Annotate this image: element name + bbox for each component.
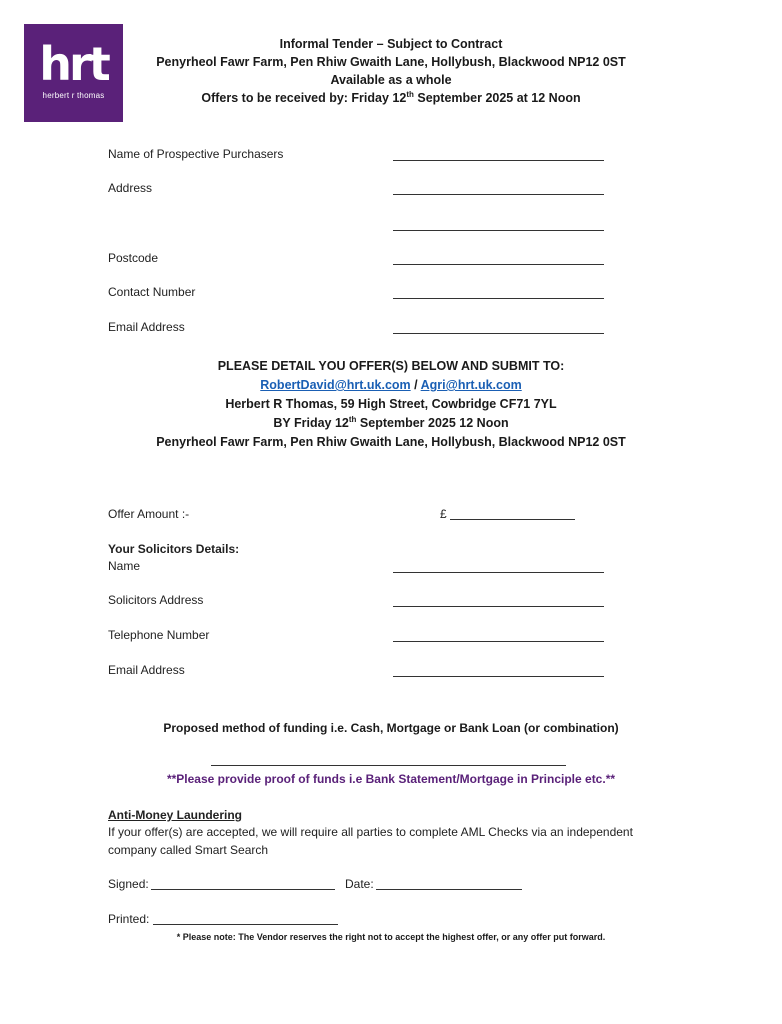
funding-heading: Proposed method of funding i.e. Cash, Mortgage or Bank Loan (or combination) [163,721,619,735]
solicitor-telephone-line[interactable] [393,641,604,642]
email-link-agri[interactable]: Agri@hrt.uk.com [420,378,522,392]
agent-address: Herbert R Thomas, 59 High Street, Cowbridge CF71 7YL [225,397,557,411]
aml-heading: Anti-Money Laundering [108,808,242,822]
address-label: Address [108,181,153,195]
solicitor-address-line[interactable] [393,606,604,607]
email-address-line[interactable] [393,333,604,334]
submit-deadline [0,415,782,432]
address-line-1[interactable] [393,194,604,195]
email-separator: / [410,378,421,392]
submit-deadline-text: BY Friday 12 [273,416,349,430]
submit-property: Penyrheol Fawr Farm, Pen Rhiw Gwaith Lane, Hollybush, Blackwood NP12 0ST [156,435,626,449]
offer-deadline [0,90,782,107]
currency-symbol: £ [440,507,447,521]
solicitor-heading: Your Solicitors Details: [108,542,240,556]
vendor-footnote: * Please note: The Vendor reserves the right not to accept the highest offer, or any offer put forward. [176,932,606,942]
aml-text-line-1: If your offer(s) are accepted, we will require all parties to complete AML Checks via an independent [108,825,633,839]
offer-amount-label: Offer Amount :- [108,507,190,521]
solicitor-telephone-label: Telephone Number [108,628,210,642]
date-line[interactable] [376,889,522,890]
solicitor-name-line[interactable] [393,572,604,573]
logo-subtitle: herbert r thomas [42,91,105,100]
submit-deadline-text-end: September 2025 12 Noon [356,416,509,430]
deadline-text: Offers to be received by: Friday 12 [201,91,407,105]
property-address: Penyrheol Fawr Farm, Pen Rhiw Gwaith Lane, Hollybush, Blackwood NP12 0ST [156,55,626,69]
postcode-line[interactable] [393,264,604,265]
availability: Available as a whole [330,73,452,87]
solicitor-address-label: Solicitors Address [108,593,204,607]
logo-mark: hrt [39,37,108,91]
offer-amount-line[interactable] [450,519,575,520]
funding-line[interactable] [211,765,566,766]
address-line-2[interactable] [393,230,604,231]
postcode-label: Postcode [108,251,159,265]
proof-of-funds-note: **Please provide proof of funds i.e Bank Statement/Mortgage in Principle etc.** [166,772,616,786]
solicitor-email-label: Email Address [108,663,185,677]
printed-line[interactable] [153,924,338,925]
contact-number-label: Contact Number [108,285,196,299]
tender-title: Informal Tender – Subject to Contract [279,37,503,51]
submit-emails [0,377,782,394]
submit-deadline-ordinal: th [348,414,357,424]
date-label: Date: [345,877,374,891]
aml-text-line-2: company called Smart Search [108,843,269,857]
signed-label: Signed: [108,877,149,891]
signed-line[interactable] [151,889,335,890]
solicitor-email-line[interactable] [393,676,604,677]
contact-number-line[interactable] [393,298,604,299]
deadline-text-end: September 2025 at 12 Noon [413,91,581,105]
purchaser-name-line[interactable] [393,160,604,161]
printed-label: Printed: [108,912,150,926]
email-link-robertdavid[interactable]: RobertDavid@hrt.uk.com [260,378,411,392]
purchaser-name-label: Name of Prospective Purchasers [108,147,284,161]
solicitor-name-label: Name [108,559,141,573]
email-address-label: Email Address [108,320,185,334]
submit-heading: PLEASE DETAIL YOU OFFER(S) BELOW AND SUBMIT TO: [217,359,565,373]
deadline-ordinal: th [406,89,414,99]
